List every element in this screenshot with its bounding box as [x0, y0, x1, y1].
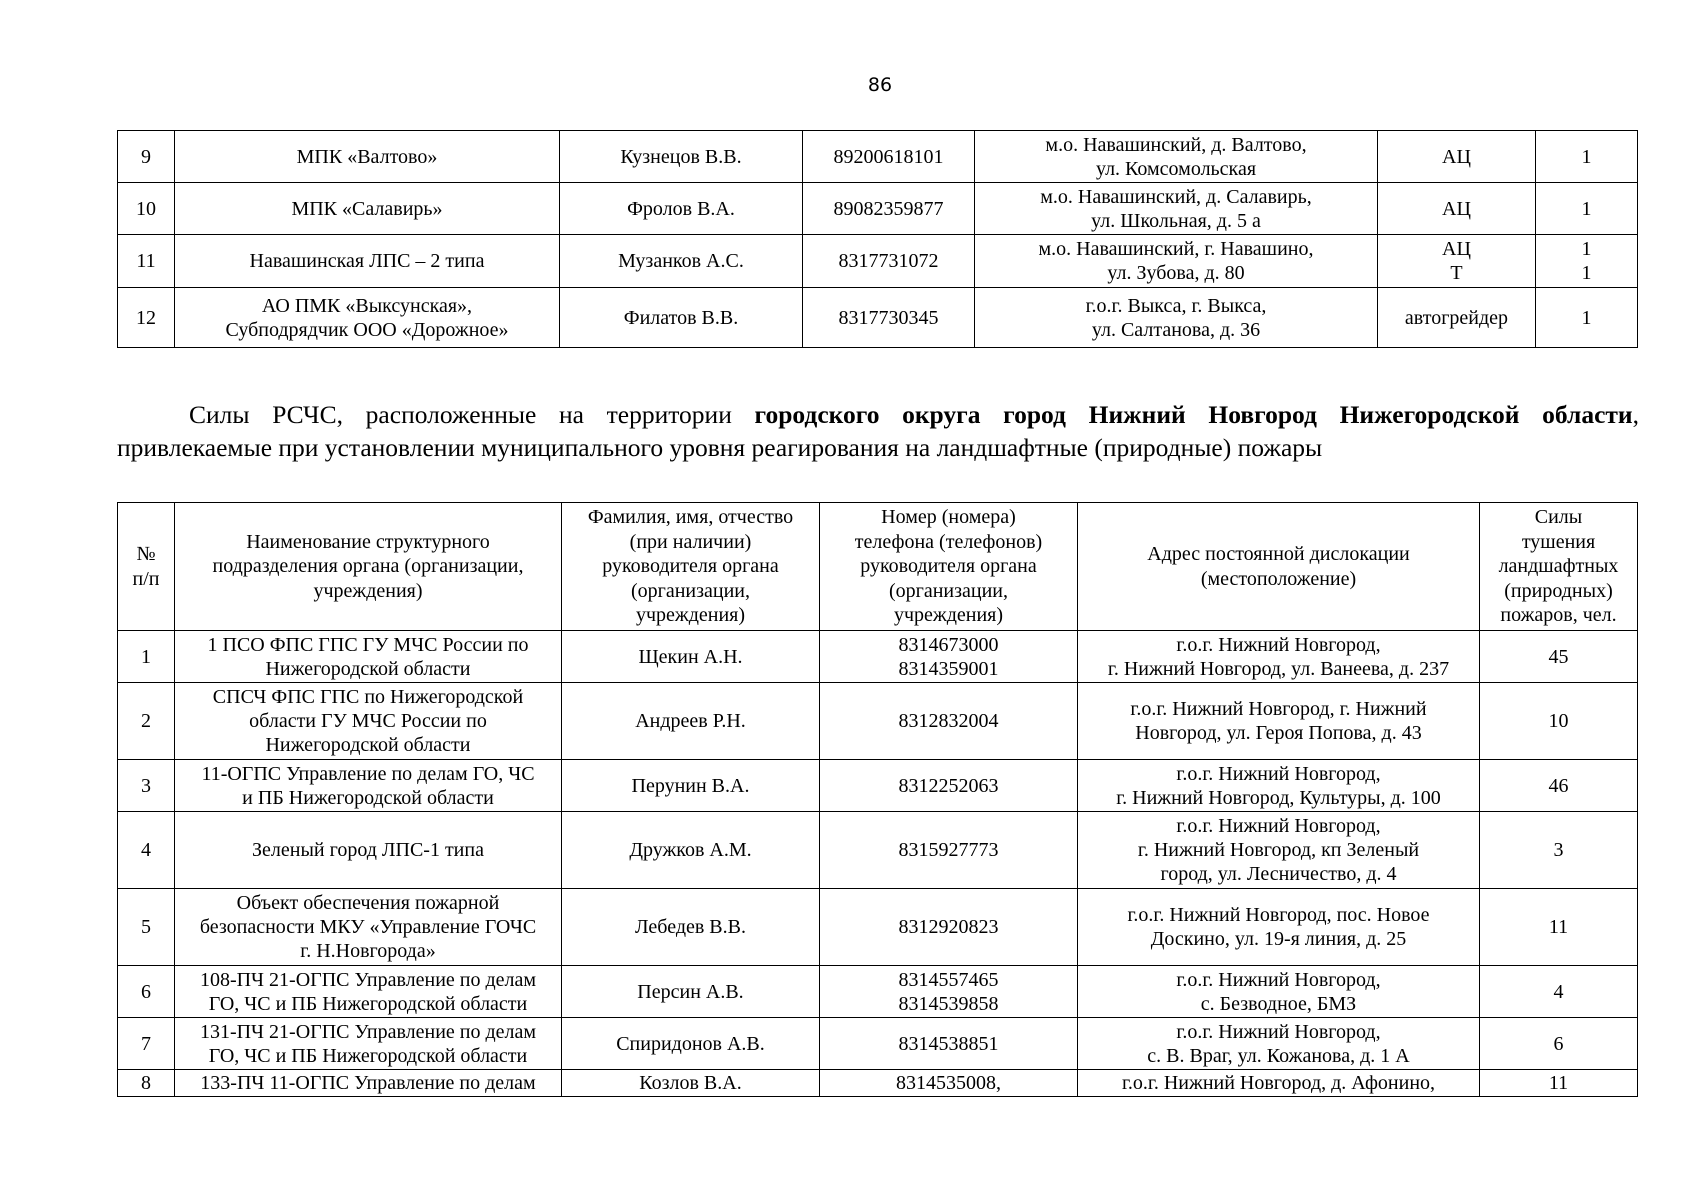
head-name-line: Андреев Р.Н. — [635, 710, 746, 732]
row-number-line: 12 — [136, 306, 156, 329]
table-row — [118, 1018, 1638, 1070]
head-name — [560, 288, 803, 348]
unit-name — [175, 1070, 562, 1097]
row-number-line: 7 — [141, 1032, 151, 1055]
unit-name — [175, 288, 560, 348]
forces-count — [1480, 812, 1638, 889]
header-unit-name-line: Наименование структурного — [246, 530, 490, 553]
address — [1078, 683, 1480, 760]
equipment-count — [1536, 183, 1638, 235]
heading-comma: , — [1632, 400, 1640, 429]
head-name-line: Музанков А.С. — [618, 250, 744, 272]
header-head-name-line: учреждения) — [635, 604, 746, 627]
unit-name-line: Объект обеспечения пожарной — [236, 892, 500, 914]
phone-line: 89082359877 — [833, 197, 944, 220]
head-name-line: Лебедев В.В. — [634, 916, 746, 938]
row-number — [118, 288, 175, 348]
unit-name-line: 108-ПЧ 21-ОГПС Управление по делам — [199, 968, 537, 991]
row-number — [118, 1018, 175, 1070]
phone — [820, 966, 1078, 1018]
heading-line-1 — [117, 398, 1639, 431]
row-number-line: 6 — [141, 980, 151, 1003]
unit-name — [175, 131, 560, 183]
header-forces-line: тушения — [1521, 530, 1596, 553]
forces-count — [1480, 889, 1638, 966]
table-row — [118, 235, 1638, 288]
equipment — [1378, 288, 1536, 348]
equipment-count-line: 1 — [1581, 238, 1592, 260]
phone — [803, 131, 975, 183]
address-line: м.о. Навашинский, д. Валтово, — [1045, 133, 1307, 156]
header-address — [1078, 503, 1480, 631]
address-line: г.о.г. Нижний Новгород, — [1176, 1020, 1381, 1043]
table-row — [118, 183, 1638, 235]
address-line: г. Нижний Новгород, кп Зеленый — [1137, 839, 1420, 861]
unit-name-line: Нижегородской области — [265, 657, 471, 680]
header-forces-line: Силы — [1534, 506, 1583, 529]
unit-name — [175, 1018, 562, 1070]
equipment-count-line: 1 — [1581, 306, 1592, 329]
address — [1078, 889, 1480, 966]
unit-name-line: Нижегородской области — [265, 734, 471, 756]
unit-name-line: и ПБ Нижегородской области — [242, 786, 494, 809]
address-line: г. Нижний Новгород, ул. Ванеева, д. 237 — [1107, 657, 1450, 680]
phone — [820, 1070, 1078, 1097]
row-number — [118, 966, 175, 1018]
row-number — [118, 889, 175, 966]
phone-line: 8312832004 — [898, 710, 999, 732]
forces-count-line: 3 — [1553, 839, 1564, 861]
head-name — [562, 1070, 820, 1097]
table-row — [118, 966, 1638, 1018]
heading-line-2: привлекаемые при установлении муниципального уровня реагирования на ландшафтные (природные) пожары — [117, 433, 1323, 462]
unit-name-line: СПСЧ ФПС ГПС по Нижегородской — [212, 686, 524, 708]
address-line: Новгород, ул. Героя Попова, д. 43 — [1135, 722, 1422, 744]
row-number-line: 1 — [141, 645, 151, 668]
unit-name — [175, 631, 562, 683]
head-name — [562, 966, 820, 1018]
phone — [803, 183, 975, 235]
row-number-line: 8 — [141, 1072, 151, 1094]
unit-name-line: МПК «Валтово» — [296, 145, 438, 168]
address-line: город, ул. Лесничество, д. 4 — [1160, 863, 1397, 885]
address — [975, 235, 1378, 288]
address-line: г.о.г. Выкса, г. Выкса, — [1085, 294, 1267, 317]
unit-name-line: области ГУ МЧС России по — [249, 710, 487, 732]
equipment-count — [1536, 235, 1638, 288]
header-phone-line: руководителя органа — [860, 555, 1037, 578]
unit-name — [175, 812, 562, 889]
address-line: с. Безводное, БМЗ — [1200, 992, 1357, 1015]
unit-name-line: 131-ПЧ 21-ОГПС Управление по делам — [199, 1020, 537, 1043]
unit-name — [175, 760, 562, 812]
phone-line: 8312252063 — [898, 774, 999, 797]
phone-line: 8314538851 — [898, 1032, 999, 1055]
address — [1078, 1018, 1480, 1070]
phone — [820, 1018, 1078, 1070]
row-number — [118, 1070, 175, 1097]
phone-line: 8317730345 — [838, 306, 939, 329]
phone — [820, 683, 1078, 760]
phone — [820, 631, 1078, 683]
equipment-line: Т — [1450, 262, 1463, 284]
address-line: г.о.г. Нижний Новгород, д. Афонино, — [1121, 1072, 1436, 1094]
unit-name — [175, 183, 560, 235]
forces-count-line: 6 — [1553, 1032, 1564, 1055]
header-number-line: № — [136, 543, 156, 565]
table-row — [118, 683, 1638, 760]
heading-bold-text: городского округа город Нижний Новгород Нижегородской области — [754, 400, 1633, 429]
address — [1078, 631, 1480, 683]
head-name — [562, 683, 820, 760]
unit-name-line: Навашинская ЛПС – 2 типа — [249, 250, 485, 272]
row-number — [118, 183, 175, 235]
head-name — [562, 631, 820, 683]
forces-count — [1480, 760, 1638, 812]
unit-name-line: 1 ПСО ФПС ГПС ГУ МЧС России по — [207, 633, 529, 656]
forces-count — [1480, 631, 1638, 683]
equipment-count-line: 1 — [1581, 197, 1592, 220]
header-number — [118, 503, 175, 631]
unit-name-line: Субподрядчик ООО «Дорожное» — [225, 318, 509, 341]
phone-line: 89200618101 — [833, 145, 944, 168]
header-unit-name — [175, 503, 562, 631]
head-name-line: Филатов В.В. — [623, 306, 739, 329]
equipment-line: автогрейдер — [1404, 306, 1509, 329]
table-row — [118, 288, 1638, 348]
equipment-line: АЦ — [1442, 197, 1471, 220]
header-row — [118, 503, 1638, 631]
head-name — [562, 1018, 820, 1070]
phone-line: 8314535008, — [896, 1072, 1001, 1094]
head-name-line: Спиридонов А.В. — [616, 1032, 765, 1055]
row-number-line: 5 — [141, 916, 151, 938]
head-name-line: Щекин А.Н. — [638, 645, 743, 668]
header-address-line: (местоположение) — [1200, 567, 1357, 590]
address-line: ул. Салтанова, д. 36 — [1091, 318, 1261, 341]
forces-count — [1480, 1070, 1638, 1097]
row-number-line: 3 — [141, 774, 151, 797]
head-name-line: Козлов В.А. — [639, 1072, 742, 1094]
address-line: Доскино, ул. 19-я линия, д. 25 — [1150, 928, 1407, 950]
forces-count-line: 10 — [1548, 710, 1569, 732]
head-name — [560, 183, 803, 235]
header-forces — [1480, 503, 1638, 631]
address-line: ул. Комсомольская — [1095, 157, 1257, 180]
unit-name-line: ГО, ЧС и ПБ Нижегородской области — [208, 992, 528, 1015]
section-heading — [117, 398, 1639, 464]
forces-count-line: 11 — [1548, 916, 1569, 938]
phone — [820, 812, 1078, 889]
unit-name-line: г. Н.Новгорода» — [300, 940, 436, 962]
header-unit-name-line: учреждения) — [313, 579, 423, 602]
address — [1078, 760, 1480, 812]
equipment — [1378, 183, 1536, 235]
address-line: г.о.г. Нижний Новгород, — [1176, 968, 1381, 991]
address — [1078, 812, 1480, 889]
head-name — [562, 812, 820, 889]
phone — [803, 235, 975, 288]
address-line: с. В. Враг, ул. Кожанова, д. 1 А — [1147, 1044, 1410, 1067]
phone-line: 8317731072 — [838, 250, 939, 272]
header-phone-line: Номер (номера) — [881, 506, 1016, 529]
header-forces-line: пожаров, чел. — [1500, 604, 1617, 627]
header-unit-name-line: подразделения органа (организации, — [212, 555, 524, 578]
address-line: г.о.г. Нижний Новгород, г. Нижний — [1130, 698, 1427, 720]
header-head-name-line: руководителя органа — [602, 555, 779, 578]
address — [975, 288, 1378, 348]
forces-count-line: 45 — [1548, 645, 1569, 668]
head-name — [562, 889, 820, 966]
row-number — [118, 235, 175, 288]
forces-count-line: 11 — [1548, 1072, 1569, 1094]
unit-name — [175, 235, 560, 288]
forces-count — [1480, 1018, 1638, 1070]
equipment-line: АЦ — [1442, 238, 1471, 260]
unit-name-line: ГО, ЧС и ПБ Нижегородской области — [208, 1044, 528, 1067]
equipment-count — [1536, 288, 1638, 348]
equipment — [1378, 235, 1536, 288]
header-head-name-line: (при наличии) — [629, 530, 752, 553]
address-line: г.о.г. Нижний Новгород, пос. Новое — [1127, 904, 1430, 926]
phone-line: 8314359001 — [898, 657, 999, 680]
row-number-line: 9 — [141, 145, 151, 168]
unit-name-line: 133-ПЧ 11-ОГПС Управление по делам — [200, 1072, 536, 1094]
address — [975, 131, 1378, 183]
unit-name — [175, 889, 562, 966]
unit-name-line: АО ПМК «Выксунская», — [261, 294, 473, 317]
address — [1078, 1070, 1480, 1097]
phone-line: 8314673000 — [898, 633, 999, 656]
head-name — [560, 131, 803, 183]
address-line: ул. Зубова, д. 80 — [1107, 262, 1245, 284]
row-number-line: 10 — [136, 197, 156, 220]
address-line: м.о. Навашинский, г. Навашино, — [1038, 238, 1314, 260]
row-number-line: 4 — [141, 839, 151, 861]
header-phone — [820, 503, 1078, 631]
table-row — [118, 812, 1638, 889]
table-row — [118, 1070, 1638, 1097]
head-name-line: Фролов В.А. — [627, 197, 735, 220]
head-name-line: Персин А.В. — [637, 980, 744, 1003]
table-row — [118, 131, 1638, 183]
equipment-count-line: 1 — [1581, 145, 1592, 168]
header-number-line: п/п — [132, 567, 160, 590]
forces-count — [1480, 683, 1638, 760]
header-head-name — [562, 503, 820, 631]
top-table — [117, 130, 1638, 348]
unit-name-line: 11-ОГПС Управление по делам ГО, ЧС — [201, 762, 535, 785]
equipment-count — [1536, 131, 1638, 183]
forces-count-line: 46 — [1548, 774, 1569, 797]
address-line: ул. Школьная, д. 5 а — [1091, 209, 1261, 232]
address-line: г.о.г. Нижний Новгород, — [1176, 815, 1381, 837]
row-number-line: 2 — [141, 710, 151, 732]
row-number-line: 11 — [136, 250, 156, 272]
header-forces-line: ландшафтных — [1498, 555, 1619, 578]
row-number — [118, 760, 175, 812]
page-number: 86 — [867, 74, 893, 96]
header-head-name-line: Фамилия, имя, отчество — [587, 506, 794, 529]
phone — [803, 288, 975, 348]
unit-name-line: безопасности МКУ «Управление ГОЧС — [199, 916, 537, 938]
main-table — [117, 502, 1638, 1097]
address — [975, 183, 1378, 235]
header-phone-line: (организации, — [888, 579, 1009, 602]
table-row — [118, 760, 1638, 812]
forces-count — [1480, 966, 1638, 1018]
table-row — [118, 889, 1638, 966]
equipment-line: АЦ — [1442, 145, 1471, 168]
phone-line: 8314557465 — [898, 968, 999, 991]
unit-name — [175, 966, 562, 1018]
header-phone-line: телефона (телефонов) — [854, 530, 1043, 553]
address-line: г.о.г. Нижний Новгород, — [1176, 762, 1381, 785]
head-name-line: Дружков А.М. — [629, 839, 752, 861]
phone-line: 8312920823 — [898, 916, 999, 938]
header-forces-line: (природных) — [1504, 579, 1613, 602]
phone-line: 8314539858 — [898, 992, 999, 1015]
head-name — [560, 235, 803, 288]
table-row — [118, 631, 1638, 683]
phone — [820, 889, 1078, 966]
phone — [820, 760, 1078, 812]
head-name-line: Кузнецов В.В. — [620, 145, 742, 168]
unit-name — [175, 683, 562, 760]
forces-count-line: 4 — [1553, 980, 1564, 1003]
row-number — [118, 683, 175, 760]
header-address-line: Адрес постоянной дислокации — [1147, 543, 1410, 565]
address-line: г. Нижний Новгород, Культуры, д. 100 — [1116, 786, 1441, 809]
row-number — [118, 131, 175, 183]
heading-text: Силы РСЧС, расположенные на территории — [189, 400, 755, 429]
address — [1078, 966, 1480, 1018]
address-line: м.о. Навашинский, д. Салавирь, — [1040, 185, 1312, 208]
header-phone-line: учреждения) — [893, 604, 1004, 627]
unit-name-line: МПК «Салавирь» — [291, 197, 443, 220]
equipment — [1378, 131, 1536, 183]
head-name-line: Перунин В.А. — [631, 774, 750, 797]
header-head-name-line: (организации, — [630, 579, 751, 602]
unit-name-line: Зеленый город ЛПС-1 типа — [252, 839, 484, 861]
equipment-count-line: 1 — [1581, 262, 1592, 284]
phone-line: 8315927773 — [898, 839, 999, 861]
row-number — [118, 812, 175, 889]
address-line: г.о.г. Нижний Новгород, — [1176, 633, 1381, 656]
row-number — [118, 631, 175, 683]
head-name — [562, 760, 820, 812]
